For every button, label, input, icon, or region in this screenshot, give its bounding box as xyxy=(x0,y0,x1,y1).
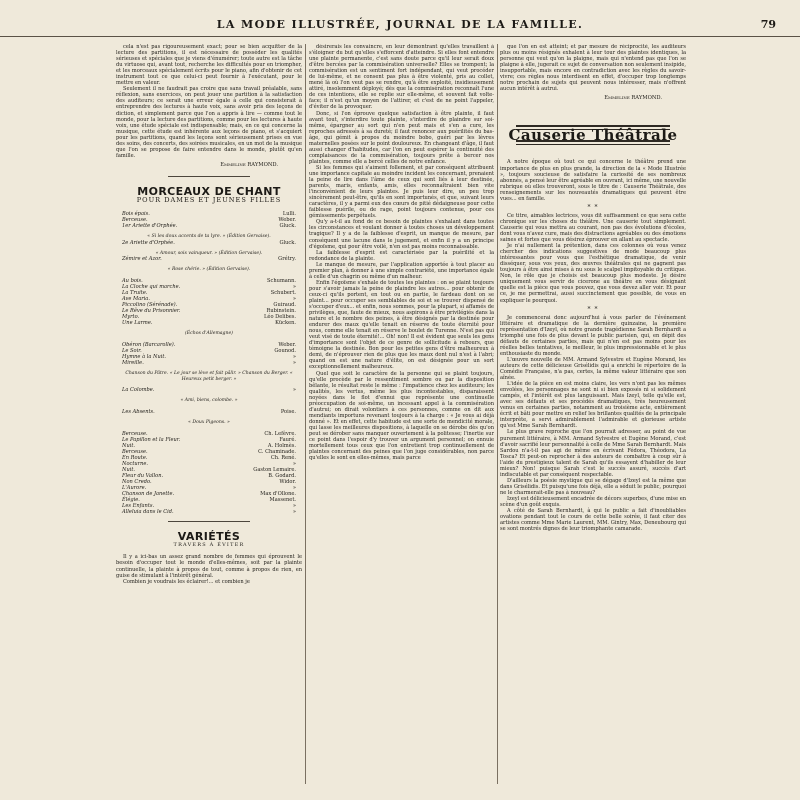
song-list xyxy=(116,409,302,415)
song-title: Chanson de Janette. xyxy=(122,491,175,498)
song-composer: Ch. Lefèvre. xyxy=(264,430,296,437)
song-title: Bois épais. xyxy=(122,211,150,218)
asterism: * * xyxy=(587,305,599,313)
paragraph: Izeyl est délicieusement encadrée de décors superbes, d'une mise en scène d'un goût exquis. xyxy=(500,496,686,509)
song-title: Alleluia dans le Cid. xyxy=(122,509,174,516)
causerie-header xyxy=(500,125,686,145)
song-row xyxy=(116,223,302,229)
song-title: Le Rêve du Prisonnier. xyxy=(122,308,181,315)
song-row xyxy=(116,387,302,393)
song-composer: Gluck. xyxy=(279,239,296,246)
song-composer: Ch. René. xyxy=(270,454,296,461)
song-composer: A. Holmès. xyxy=(267,442,296,449)
song-composer: » xyxy=(292,296,296,303)
song-title: Les Enfants. xyxy=(122,503,155,510)
paragraph: que l'on en est atteint; et par mesure de réciprocité, les auditeurs plus ou moins résignés exhalent à leur tour des plaintes identiques, la personne qui veut qu'on la plaigne, mais qui n'entend pas que l'on se plaigne à elle, jugerait ce sujet de conversation non seulement insipide, insupportable, mais encore en contradiction avec les règles du savoir-vivre; ces règles nous interdisent en effet, d'occuper trop longtemps notre prochain de sujets qui peuvent nous intéresser, mais n'offrent aucun intérêt à autrui. xyxy=(500,44,686,93)
paragraph: Il y a ici-bas un assez grand nombre de femmes qui éprouvent le besoin d'occuper tout le monde d'elles-mêmes, soit par la plainte continuelle, la plainte à propos de tout, comme à propos de rien, en guise de stimulant à l'intérêt général. xyxy=(116,554,302,579)
song-title: 1er Ariette d'Orphée. xyxy=(122,223,178,230)
song-title: La Colombe. xyxy=(122,387,155,394)
song-row xyxy=(116,240,302,246)
song-title: 2e Ariette d'Orphée. xyxy=(122,239,175,246)
asterism: * * xyxy=(587,203,599,211)
signature: Emmeline RAYMOND. xyxy=(604,95,662,102)
paragraph: Quel que soit le caractère de la personne qui se plaint toujours, qu'elle procède par le ressentiment sombre ou par la disposition bêlante, le résultat reste le même : l'impatience chez les auditeurs; les qualités, les vertus, même les plus incontestables, disparaissent noyées dans le flot d'ennui que représente une continuelle préoccupation de soi-même, un incessant appel à la commisération d'autrui; on dirait volontiers à ces personnes, comme on dit aux mendiants importuns revenant toujours à la charge : « Je vous ai déjà donné ». Et en effet, cette habitude est une sorte de mendicité morale, qui lasse les meilleures dispositions, à laquelle on se dérobe dès qu'on peut se dérober sans manquer ouvertement à la politesse; l'inertie sur ce point dans l'espoir d'y trouver un argument personnel; on ennuie mortellement tous ceux que l'on entretient trop continuellement de plaintes concernant des peines que l'on juge considérables, non parce qu'elles le sont en elles-mêmes, mais parce xyxy=(309,370,494,462)
paragraph: Donc, si l'on éprouve quelque satisfaction à être plainte, il faut avant tout, s'interdire toute plainte, s'interdire de plaindre sur soi-même, épargner au sort qui n'en peut mais et s'en a cure, les reproches adressés à sa dureté; il faut renoncer aux puérilités du bas-âge, qui gémit à propos du moindre bobo, guéri par les lèvres maternelles posées sur le point douloureux. En changeant d'âge, il faut aussi changer d'habitudes, car l'on en peut espérer la continuité des complaisances de la commisération, toujours prête à bercer nos plaintes, comme elle a bercé celles de notre enfance. xyxy=(309,110,494,165)
column-rule-2 xyxy=(497,44,498,784)
song-composer: » xyxy=(292,460,296,467)
column-rule-1 xyxy=(305,44,306,784)
song-composer: » xyxy=(292,387,296,394)
song-title: Nocturne. xyxy=(122,460,149,467)
song-row xyxy=(116,256,302,262)
song-composer: » xyxy=(292,354,296,361)
song-composer: Massenet. xyxy=(269,497,296,504)
paragraph: Si les femmes qui s'aiment follement, et par conséquent attribuent une importance capitale au moindre incident les concernant, prenaient la peine de lire dans l'âme de ceux qui sont liés à leur destinée, parents, maris, enfants, amis, elles reconnaîtraient bien vite l'inconvénient de leurs plaintes. Je puis leur dire, un peu trop sincèrement peut-être, qu'ils en sont importunés, et que, suivant leurs caractères, il y a parmi eux des cœurs de pitié dédaigneuse pour cette faiblesse puérile, ou de rage, point toujours contenue, pour ces gémissements perpétuels. xyxy=(309,164,494,220)
intro-text xyxy=(116,44,302,159)
song-title: Non Credo. xyxy=(122,479,152,486)
song-composer: Max d'Ollone. xyxy=(260,491,296,498)
column-3 xyxy=(500,44,686,792)
song-list xyxy=(116,240,302,246)
column-2 xyxy=(309,44,494,792)
song-note: « Rose chérie. » (Édition Gervaise). xyxy=(167,267,251,273)
song-title: Nuit. xyxy=(122,442,136,449)
song-list xyxy=(116,342,302,366)
song-note: (Échos d'Allemagne) xyxy=(185,331,233,337)
morceaux-title: MORCEAUX DE CHANT xyxy=(137,184,281,198)
song-composer: Lulli. xyxy=(282,211,296,218)
song-title: L'Aurore. xyxy=(122,485,147,492)
song-list xyxy=(116,256,302,262)
song-title: Le Soir. xyxy=(122,348,142,355)
song-note: « Doux Pigeons. » xyxy=(188,420,230,426)
paragraph: A côté de Sarah Bernhardt, à qui le public a fait d'inoubliables ovations pendant tout le cours de cette belle soirée, il faut citer des artistes comme Mme Marie Laurent, MM. Gintry, Max, Deneubourg qui se sont montrés dignes de leur triomphante camarade. xyxy=(500,508,686,533)
song-title: Nuit. xyxy=(122,466,136,473)
section-divider xyxy=(168,521,250,522)
song-composer: Grétry. xyxy=(278,256,296,263)
varietes-title: VARIÉTÉS xyxy=(177,530,241,544)
song-row xyxy=(116,409,302,415)
song-list xyxy=(116,387,302,393)
paragraph: Enfin l'égoïsme s'exhale de toutes les plaintes : on se plaint toujours pour s'avoir jamais la peine de plaindre les autres... pour obtenir de ceux-ci qu'ils portent, en tout ou en partie, le fardeau dont on se plaint... pour occuper ses semblables de soi et se trouver dispensé de s'occuper d'eux... et enfin, nous sommes, pour la plupart, si affamés de privilèges, que, faute de mieux, nous aspirons à être privilégiés dans la nature et le nombre des peines, à être désignés par la destinée pour endurer des maux qu'elle tenait en réserve de toute éternité pour nous, comme elle tenait en réserve le boulet de Turenne. N'est pas qui veut visé de toute éternité!... Oh! non! Il est évident que seuls les gens d'importance sont l'objet de ce genre de sollicitude à rebours, que témoigne la destinée. Bon pour les petites gens d'être malheureux à demi, de n'éprouver rien de plus que les maux dont nul n'est à l'abri; quand on est une nature d'élite, on est désignée pour un sort exceptionnellement malheureux. xyxy=(309,279,494,371)
song-list xyxy=(116,211,302,229)
song-composer: Weber. xyxy=(278,342,296,349)
song-note: « Si les doux accents de ta lyre. » (Édition Gervaise). xyxy=(147,234,271,240)
song-composer: Rubinstein. xyxy=(266,308,296,315)
song-composer: Weber. xyxy=(278,217,296,224)
song-composer: Guiraud. xyxy=(273,302,296,309)
song-note: Chanson du Pâtre. « Le jour se lève et fait pâlir. » Chanson du Berger. « Heureux petit berger. » xyxy=(125,371,293,382)
section-divider xyxy=(168,176,250,177)
causerie-review xyxy=(500,315,686,533)
paragraph: L'œuvre nouvelle de MM. Armand Sylvestre et Eugène Morand, les auteurs de cette délicieuse Grisélidis qui a enrichi le répertoire de la Comédie Française, n'a pas, certes, la même valeur littéraire que son aînée. xyxy=(500,356,686,382)
song-composer: » xyxy=(292,509,296,516)
song-composer: Schumann. xyxy=(267,278,296,285)
causerie-body xyxy=(500,213,686,304)
song-composer: Gaston Lemaire. xyxy=(253,466,296,473)
song-composer: Léo Delibes. xyxy=(264,314,296,321)
song-list xyxy=(116,278,302,326)
song-title: Le Papillon et la Fleur. xyxy=(122,436,181,443)
running-head xyxy=(0,18,800,37)
song-composer: » xyxy=(292,485,296,492)
song-title: Myrto. xyxy=(122,314,140,321)
song-title: Les Absents. xyxy=(122,409,155,416)
page-number: 79 xyxy=(760,18,776,31)
song-title: Obéron (Barcarolle). xyxy=(122,342,176,349)
song-title: Berceuse. xyxy=(122,430,148,437)
song-list xyxy=(116,431,302,516)
paragraph: Ce titre, aimables lectrices, vous dit suffisamment ce que sera cette chronique sur les choses du théâtre. Une causerie tout simplement. Causerie qui vous mettra au courant, non pas des évolutions d'écoles, dont vous n'avez cure, mais des distractions agréables ou des émotions saines et fortes que vous désirez éprouver en allant au spectacle. xyxy=(500,212,686,244)
paragraph: Le plus grave reproche que l'on pourrait adresser, au point de vue purement littéraire, à MM. Armand Sylvestre et Eugène Morand, c'est d'avoir sacrifié leur personnalité à celle de Mme Sarah Bernhardt. Mais Sardou n'a-t-il pas agi de même en écrivant Fédora, Théodora, La Tosca? Et peut-on reprocher à des auteurs de combattre à coup sûr à l'aide du prestigieux talent de Sarah qu'ils essayent d'habiller de leur mieux? Non! puisque Sarah c'est le succès assuré, succès d'art indiscutable et par conséquent respectable. xyxy=(500,429,686,478)
paragraph: Je commencerai donc aujourd'hui à vous parler de l'événement littéraire et dramatique de la dernière quinzaine, la première représentation d'Izeyl, où notre grande tragédienne Sarah Bernhardt a triomphé une fois de plus devant le public parisien, qui, en dépit des défauts de certaines parties, mais qui n'en est pas moins pour les réelles belles tentatives, le meilleur, le plus impressionnable et le plus enthousiaste du monde. xyxy=(500,314,686,357)
song-title: Berceuse. xyxy=(122,448,148,455)
varietes-continued xyxy=(500,44,686,92)
paragraph: Qu'y a-t-il au fond de ce besoin de plaintes s'exhalant dans toutes les circonstances et voulant donner à toutes choses un développement tragique? Il y a de la faiblesse d'esprit, un manque de mesure, par conséquent une lacune dans le jugement, et enfin il y a un principe d'égoïsme, qui pour être voilé, n'en est pas moins reconnaissable. xyxy=(309,219,494,250)
song-note: « Ami, biens, colombe. » xyxy=(180,398,238,404)
causerie-intro xyxy=(500,159,686,201)
song-composer: Widor. xyxy=(279,479,296,486)
journal-title: LA MODE ILLUSTRÉE, JOURNAL DE LA FAMILLE. xyxy=(216,18,584,31)
song-composer: Fauré. xyxy=(279,436,296,443)
column-1 xyxy=(116,44,302,792)
song-composer: » xyxy=(292,503,296,510)
paragraph: Je n'ai nullement la prétention, dans ces colonnes où vous venez chercher des indications suggestives de mode beaucoup plus intéressantes pour vous que l'esthétique dramatique, de venir disséquer, sous vos yeux, des œuvres théâtrales qui ne gagnent pas toujours à être ainsi mises à nu sous le scalpel impitoyable du critique. Non, le rôle que je choisis est beaucoup plus modeste. Je désire uniquement vous servir de cicerone au théâtre en vous désignant quelle est la pièce que vous pouvez, que vous devez aller voir. Et pour ce, je me permettrai, aussi succinctement que possible, de vous en expliquer le pourquoi. xyxy=(500,243,686,304)
song-composer: C. Chaminade. xyxy=(258,448,296,455)
song-title: Fleur du Vallon. xyxy=(122,473,164,479)
song-composer: Gounod. xyxy=(274,348,296,355)
song-title: Ave Maria. xyxy=(122,296,150,303)
varietes-text xyxy=(116,554,302,584)
paragraph: Le manque de mesure, par l'application apportée à tout placer au premier plan, à donner à une simple contrariété, une importance égale à celle d'un chagrin ou même d'un malheur. xyxy=(309,261,494,280)
song-title: Berceuse. xyxy=(122,217,148,224)
song-composer: Gluck. xyxy=(279,223,296,230)
song-title: La Truite. xyxy=(122,290,148,297)
causerie-title: Causerie Théâtrale xyxy=(508,126,678,145)
paragraph: Combien je voudrais les éclairer!... et combien je xyxy=(123,578,250,585)
signature: Emmeline RAYMOND. xyxy=(220,161,278,168)
paragraph: La faiblesse d'esprit est caractérisée par la puérilité et la redondance de la plainte. xyxy=(309,249,494,262)
song-title: Zémire et Azor. xyxy=(122,256,162,263)
song-composer: » xyxy=(292,360,296,367)
song-title: Au bois. xyxy=(122,278,143,285)
song-row xyxy=(116,509,302,515)
varietes-subtitle: TRAVERS À ÉVITER xyxy=(173,542,245,549)
song-note: « Amour, sois vainqueur. » (Édition Gervaise). xyxy=(155,250,263,256)
song-row xyxy=(116,320,302,326)
song-title: En Route. xyxy=(122,454,148,461)
song-composer: Kücken. xyxy=(275,320,296,327)
song-title: Piccolino (Sérénade). xyxy=(122,302,178,309)
song-composer: Schubert. xyxy=(270,290,296,297)
paragraph: A notre époque où tout ce qui concerne le théâtre prend une importance de plus en plus grande, la direction de la « Mode Illustrée », toujours soucieuse de satisfaire la curiosité de ses nombreux abonnés, a pensé leur être agréable en ouvrant, ici même, une nouvelle rubrique où elles trouveront, sous le titre de : Causerie Théâtrale, des renseignements sur les nouveautés dramatiques qui peuvent être vues... en famille. xyxy=(500,159,686,202)
song-title: Mireille. xyxy=(122,360,144,367)
song-title: Hymne à la Nuit. xyxy=(122,354,167,361)
song-composer: B. Godard. xyxy=(268,473,296,479)
song-row xyxy=(116,360,302,366)
paragraph: Seulement il ne faudrait pas croire que sans travail préalable, sans réflexion, sans exercices, on peut jouer une partition à la satisfaction des auditeurs; ce serait une erreur égale à celle qui consisterait à entreprendre des lectures à haute voix, sans avoir pris des leçons de diction, et simplement parce que l'on a appris à lire — comme tout le monde, pour la lecture des partitions, comme pour les lectures à haute voix, une étude spéciale est indispensable; mais, en ce qui concerne la musique, cette étude est inhérente aux leçons de piano, et s'acquiert pour les partitions, quand les leçons sont sérieusement prises en vue des soins, des concerts, des soirées musicales, en un mot de la musique que l'on se propose de faire entendre dans le monde, plutôt qu'en famille. xyxy=(116,86,302,159)
morceaux-subtitle: POUR DAMES ET JEUNES FILLES xyxy=(136,195,282,204)
song-title: Élégie. xyxy=(122,497,140,504)
paragraph: D'ailleurs la poésie mystique qui se dégage d'Izeyl est la même que dans Grisélidis. Et puisqu'une fois déjà, elle a séduit le public, pourquoi ne le charmerait-elle pas à nouveau? xyxy=(500,477,686,496)
paragraph: désirerais les convaincre, en leur démontrant qu'elles travaillent à s'éloigner du but qu'elles s'efforcent d'atteindre. Si elles font entendre une plainte permanente, c'est sans doute parce qu'il leur serait doux d'être bercées par la commisération universelle? Elles se trompent; la commisération est un sentiment fort indépendant, qui veut procéder de lui-même, et ne consent pas plus à être violenté, pris au collet, mené là où l'on veut pas se rendre, qu'à être exploité, insidieusement attiré, insolemment déployé; dès que la commisération reconnaît l'une de ces intentions, elle se replie sur elle-même, et souvent fait volte-face; il n'est qu'un moyen de l'attirer, et c'est de ne point l'appeler, d'éviter de la provoquer. xyxy=(309,44,494,111)
song-composer: » xyxy=(292,284,296,291)
paragraph: L'idée de la pièce en est moins claire, les vers n'ont pas les mêmes envolées, les personnages ne sont ni si bien exposés ni si solidement campés, et l'intérêt est plus languissant. Mais Izeyl, telle qu'elle est, avec ses défauts et ses procédés dramatiques, très heureusement venus en certaines parties, notamment au troisième acte, entièrement écrit et bâti pour mettre en relief les brillantes qualités de la principale interprète, a servi admirablement l'admirable et glorieuse artiste qu'est Mme Sarah Bernhardt. xyxy=(500,381,686,430)
song-title: La Cloche qui marche. xyxy=(122,284,181,291)
song-composer: Poise. xyxy=(280,409,296,416)
song-title: Une Larme. xyxy=(122,320,153,327)
paragraph: cela n'est pas rigoureusement exact; pour se bien acquitter de la lecture des partitions, il est nécessaire de posséder les qualités sérieuses et spéciales que je viens d'énumérer; toute autre est la tâche du virtuose qui, avant tout, recherche les difficultés pour en triompher, et les morceaux spécialement écrits pour le piano, afin d'obtenir de cet instrument tout ce que celui-ci peut fournir à l'exécutant, pour le mettre en valeur. xyxy=(116,44,302,87)
